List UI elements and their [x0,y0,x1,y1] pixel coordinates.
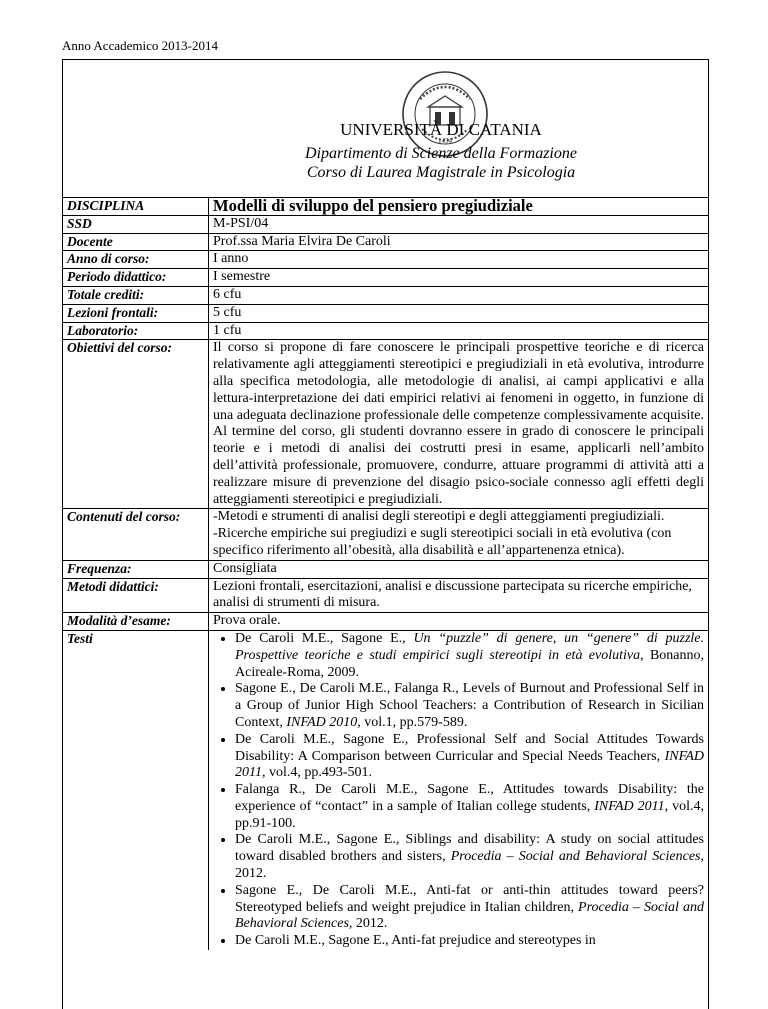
degree-course: Corso di Laurea Magistrale in Psicologia [306,164,576,181]
value-testi [209,630,709,950]
row-ssd [63,215,708,233]
row-lezioni [63,304,708,322]
reference-item [235,681,704,731]
reference-details: , vol.4, pp.91-100. [235,798,705,831]
reference-details: , Bonanno, Acireale-Roma, 2009. [235,647,704,680]
department-name: Dipartimento di Scienze della Formazione [305,145,577,162]
row-obiettivi [63,340,708,509]
label-laboratorio: Laboratorio: [63,322,209,340]
reference-authors: Falanga R., De Caroli M.E., Sagone E., Attitudes towards Disability: the experience of “contact” in a sample of Italian college students, [235,782,704,814]
course-sheet [62,59,709,1009]
contenuti-line-1: -Metodi e strumenti di analisi degli stereotipi e degli atteggiamenti pregiudiziali. [213,509,665,525]
reference-authors: Sagone E., De Caroli M.E., Anti-fat or anti-thin attitudes toward peers? Stereotyped beliefs and weight prejudice in Italian children, [235,882,704,915]
reference-details: , 2012. [348,916,388,932]
value-frequenza: Consigliata [209,560,709,578]
university-name: UNIVERSITÀ DI CATANIA [340,120,542,139]
value-contenuti [209,509,709,560]
label-docente: Docente [63,233,209,251]
value-crediti: 6 cfu [209,286,709,304]
reference-details: , 2012. [235,849,704,882]
seal-year: 1434 [438,137,452,145]
row-modalita [63,613,708,631]
row-laboratorio [63,322,708,340]
row-docente [63,233,708,251]
contenuti-line-2: -Ricerche empiriche sui pregiudizi e sugli stereotipici sociali in età evolutiva (con specifico riferimento all’obesità, alla disabilità e all’appartenenza etnica). [213,526,672,558]
label-contenuti: Contenuti del corso: [63,509,209,560]
reference-item [235,782,704,832]
reference-authors: De Caroli M.E., Sagone E., [235,630,414,646]
row-metodi [63,578,708,613]
row-anno [63,251,708,269]
row-disciplina [63,198,708,216]
sheet-header [63,60,708,197]
label-anno: Anno di corso: [63,251,209,269]
reference-publication: INFAD 2011 [594,798,665,814]
row-frequenza [63,560,708,578]
reference-authors: Sagone E., De Caroli M.E., Falanga R., Levels of Burnout and Professional Self in a Group of Junior High School Teachers: a Contribution of Research in Sicilian Context, [235,681,704,730]
value-anno: I anno [209,251,709,269]
reference-item [235,933,704,950]
row-testi [63,630,708,950]
reference-publication: INFAD 2010 [286,714,358,730]
reference-details: , vol.1, pp.579-589. [357,714,468,730]
reference-list [213,631,704,950]
reference-publication: Procedia – Social and Behavioral Sciences [450,849,701,865]
label-lezioni: Lezioni frontali: [63,304,209,322]
label-crediti: Totale crediti: [63,286,209,304]
reference-authors: De Caroli M.E., Sagone E., Professional Self and Social Attitudes Towards Disability: A Comparison between Curricular and Special Needs Teachers, [235,731,704,764]
value-periodo: I semestre [209,269,709,287]
reference-publication: Procedia – Social and Behavioral Sciences [235,899,704,932]
value-lezioni: 5 cfu [209,304,709,322]
row-contenuti [63,509,708,560]
reference-authors: De Caroli M.E., Sagone E., Siblings and disability: A study on social attitudes toward disabled brothers and sisters, [235,832,704,865]
label-disciplina: DISCIPLINA [63,198,209,216]
value-laboratorio: 1 cfu [209,322,709,340]
reference-item [235,732,704,782]
label-metodi: Metodi didattici: [63,578,209,613]
value-modalita: Prova orale. [209,613,709,631]
label-modalita: Modalità d’esame: [63,613,209,631]
value-docente: Prof.ssa Maria Elvira De Caroli [209,233,709,251]
reference-details: , vol.4, pp.493-501. [261,765,373,781]
reference-publication: Un “puzzle” di genere, un “genere” di puzzle. Prospettive teoriche e studi empirici sugli stereotipi in età evolutiva [235,630,704,663]
label-obiettivi: Obiettivi del corso: [63,340,209,509]
course-info-table [63,197,708,950]
reference-authors: De Caroli M.E., Sagone E., Anti-fat prejudice and stereotypes in [235,933,596,949]
row-periodo [63,269,708,287]
reference-item [235,883,704,933]
row-crediti [63,286,708,304]
reference-item [235,832,704,882]
reference-item [235,631,704,681]
value-disciplina: Modelli di sviluppo del pensiero pregiudiziale [209,198,709,216]
value-metodi: Lezioni frontali, esercitazioni, analisi e discussione partecipata su ricerche empiriche, analisi di strumenti di misura. [209,578,709,613]
label-frequenza: Frequenza: [63,560,209,578]
label-ssd: SSD [63,215,209,233]
academic-year: Anno Accademico 2013-2014 [62,38,218,53]
value-obiettivi: Il corso si propone di fare conoscere le principali prospettive teoriche e di ricerca relativamente agli atteggiamenti stereotipici e pregiudiziali in età evolutiva, introdurre alla specifica metodologia, alle metodologie di analisi, ai campi applicativi e alla lettura-interpretazione dei dati empirici relativi ai fenomeni in oggetto, in funzione di una adeguata declinazione professionale delle competenze complessivamente acquisite. Al termine del corso, gli studenti dovranno essere in grado di conoscere le principali teorie e i metodi di analisi dei costrutti presi in esame, applicarli nell’ambito dell’attività professionale, promuovere, condurre, attuare programmi di attività atti a realizzare misure di prevenzione del disagio psico-sociale connesso agli effetti degli atteggiamenti stereotipici e pregiudiziali. [209,340,709,509]
value-ssd: M-PSI/04 [209,215,709,233]
reference-publication: INFAD 2011 [235,748,704,781]
label-testi: Testi [63,630,209,950]
label-periodo: Periodo didattico: [63,269,209,287]
